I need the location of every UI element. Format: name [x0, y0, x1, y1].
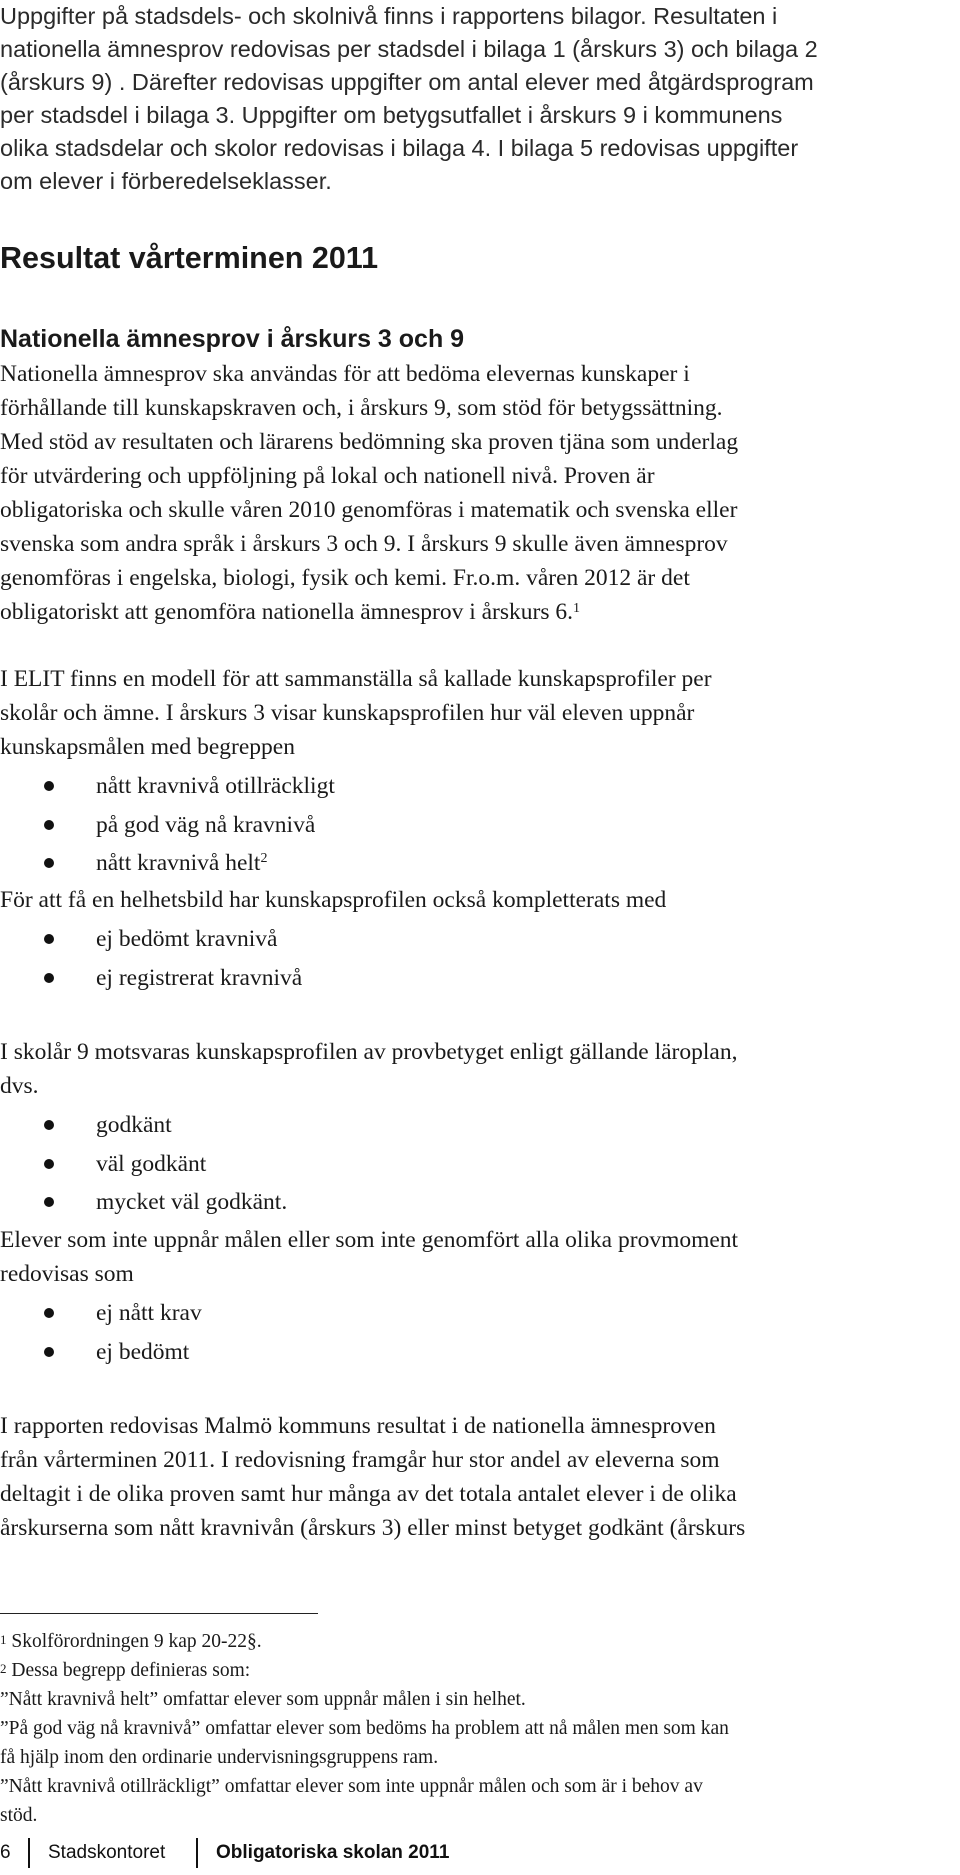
footnote-line: stöd. — [0, 1805, 38, 1826]
list-item-text: ej nått krav — [96, 1300, 202, 1326]
footer-divider — [28, 1838, 30, 1868]
footnote-line: ”Nått kravnivå otillräckligt” omfattar elever som inte uppnår målen och som är i behov av — [0, 1776, 703, 1797]
paragraph-line: förhållande till kunskapskraven och, i årskurs 9, som stöd för betygssättning. — [0, 395, 723, 421]
bullet-icon — [44, 1120, 54, 1130]
list-item — [0, 767, 335, 806]
list-item-text: ej bedömt — [96, 1338, 190, 1365]
footnote-2 — [0, 1656, 960, 1685]
paragraph-line: redovisas som — [0, 1261, 134, 1287]
intro-line: olika stadsdelar och skolor redovisas i bilaga 4. I bilaga 5 redovisas uppgifter — [0, 135, 799, 161]
bullet-icon — [44, 820, 54, 830]
footnote-line: få hjälp inom den ordinarie undervisningsgruppens ram. — [0, 1747, 439, 1768]
paragraph-line: svenska som andra språk i årskurs 3 och 9. I årskurs 9 skulle även ämnesprov — [0, 531, 728, 557]
list-item-text: ej registrerat kravnivå — [96, 964, 303, 991]
list-item-text: godkänt — [96, 1112, 172, 1138]
list-item — [0, 959, 302, 998]
list-item-text: på god väg nå kravnivå — [96, 811, 316, 838]
paragraph-line: skolår och ämne. I årskurs 3 visar kunskapsprofilen hur väl eleven uppnår — [0, 700, 695, 726]
paragraph-line: kunskapsmålen med begreppen — [0, 734, 295, 760]
paragraph-line — [0, 594, 960, 632]
paragraph-line: För att få en helhetsbild har kunskapsprofilen också kompletterats med — [0, 887, 667, 913]
subsection-heading: Nationella ämnesprov i årskurs 3 och 9 — [0, 325, 465, 353]
paragraph-line: Nationella ämnesprov ska användas för att bedöma elevernas kunskaper i — [0, 361, 690, 387]
footnote-reference[interactable]: 2 — [260, 851, 268, 866]
list-item — [0, 920, 302, 959]
footer-organization: Stadskontoret — [48, 1842, 166, 1863]
bullet-icon — [44, 1197, 54, 1207]
paragraph-line: dvs. — [0, 1073, 39, 1099]
bullet-icon — [44, 1308, 54, 1318]
paragraph-line: genomföras i engelska, biologi, fysik och kemi. Fr.o.m. våren 2012 är det — [0, 565, 690, 591]
paragraph-line: årskurserna som nått kravnivån (årskurs 3) eller minst betyget godkänt (årskurs — [0, 1515, 746, 1541]
list-item — [0, 1183, 287, 1222]
footnote-reference[interactable]: 1 — [573, 601, 580, 616]
paragraph-line: från vårterminen 2011. I redovisning framgår hur stor andel av eleverna som — [0, 1447, 720, 1473]
paragraph-line: I ELIT finns en modell för att sammanställa så kallade kunskapsprofiler per — [0, 666, 712, 692]
paragraph-line: för utvärdering och uppföljning på lokal och nationell nivå. Proven är — [0, 463, 655, 489]
intro-line: per stadsdel i bilaga 3. Uppgifter om betygsutfallet i årskurs 9 i kommunens — [0, 102, 783, 128]
intro-line: nationella ämnesprov redovisas per stadsdel i bilaga 1 (årskurs 3) och bilaga 2 — [0, 36, 818, 62]
footer-report-title: Obligatoriska skolan 2011 — [216, 1842, 450, 1863]
paragraph-line: deltagit i de olika proven samt hur många av det totala antalet elever i de olika — [0, 1481, 737, 1507]
list-item — [0, 806, 335, 845]
intro-line: (årskurs 9) . Därefter redovisas uppgifter om antal elever med åtgärdsprogram — [0, 69, 814, 95]
list-item — [0, 1145, 287, 1184]
paragraph-line-text: obligatoriskt att genomföra nationella ämnesprov i årskurs 6. — [0, 599, 573, 625]
list-item-text: ej bedömt kravnivå — [96, 926, 278, 952]
bullet-icon — [44, 858, 54, 868]
list-item-text: nått kravnivå helt — [96, 850, 261, 876]
footer-divider — [196, 1838, 198, 1868]
footnote-text: Dessa begrepp definieras som: — [6, 1660, 251, 1681]
bullet-icon — [44, 973, 54, 983]
footnote-1 — [0, 1627, 960, 1656]
intro-line: Uppgifter på stadsdels- och skolnivå finns i rapportens bilagor. Resultaten i — [0, 3, 778, 29]
bullet-list-year3-levels — [0, 767, 335, 883]
paragraph-line: obligatoriska och skulle våren 2010 genomföras i matematik och svenska eller — [0, 497, 738, 523]
footnote-marker: 1 — [0, 1632, 7, 1647]
footnote-line: ”På god väg nå kravnivå” omfattar elever som bedöms ha problem att nå målen men som kan — [0, 1718, 729, 1739]
paragraph-line: I skolår 9 motsvaras kunskapsprofilen av provbetyget enligt gällande läroplan, — [0, 1039, 738, 1065]
bullet-icon — [44, 781, 54, 791]
bullet-icon — [44, 934, 54, 944]
intro-line: om elever i förberedelseklasser. — [0, 168, 332, 194]
list-item — [0, 844, 335, 883]
paragraph-line: I rapporten redovisas Malmö kommuns resultat i de nationella ämnesproven — [0, 1413, 716, 1439]
bullet-list-complement — [0, 920, 302, 997]
list-item — [0, 1333, 202, 1372]
bullet-list-not-reached — [0, 1294, 202, 1371]
paragraph-line: Med stöd av resultaten och lärarens bedömning ska proven tjäna som underlag — [0, 429, 739, 455]
list-item-text: nått kravnivå otillräckligt — [96, 773, 335, 799]
list-item-text: väl godkänt — [96, 1150, 207, 1177]
footnote-text: Skolförordningen 9 kap 20-22§. — [6, 1631, 262, 1652]
list-item-text: mycket väl godkänt. — [96, 1189, 288, 1215]
bullet-list-grades — [0, 1106, 287, 1222]
section-heading: Resultat vårterminen 2011 — [0, 241, 379, 275]
paragraph-line: Elever som inte uppnår målen eller som inte genomfört alla olika provmoment — [0, 1227, 739, 1253]
bullet-icon — [44, 1159, 54, 1169]
list-item — [0, 1106, 287, 1145]
bullet-icon — [44, 1347, 54, 1357]
page-number: 6 — [0, 1842, 11, 1863]
footnote-marker: 2 — [0, 1661, 7, 1676]
list-item — [0, 1294, 202, 1333]
footnote-divider — [0, 1613, 318, 1614]
footnote-line: ”Nått kravnivå helt” omfattar elever som uppnår målen i sin helhet. — [0, 1689, 526, 1710]
